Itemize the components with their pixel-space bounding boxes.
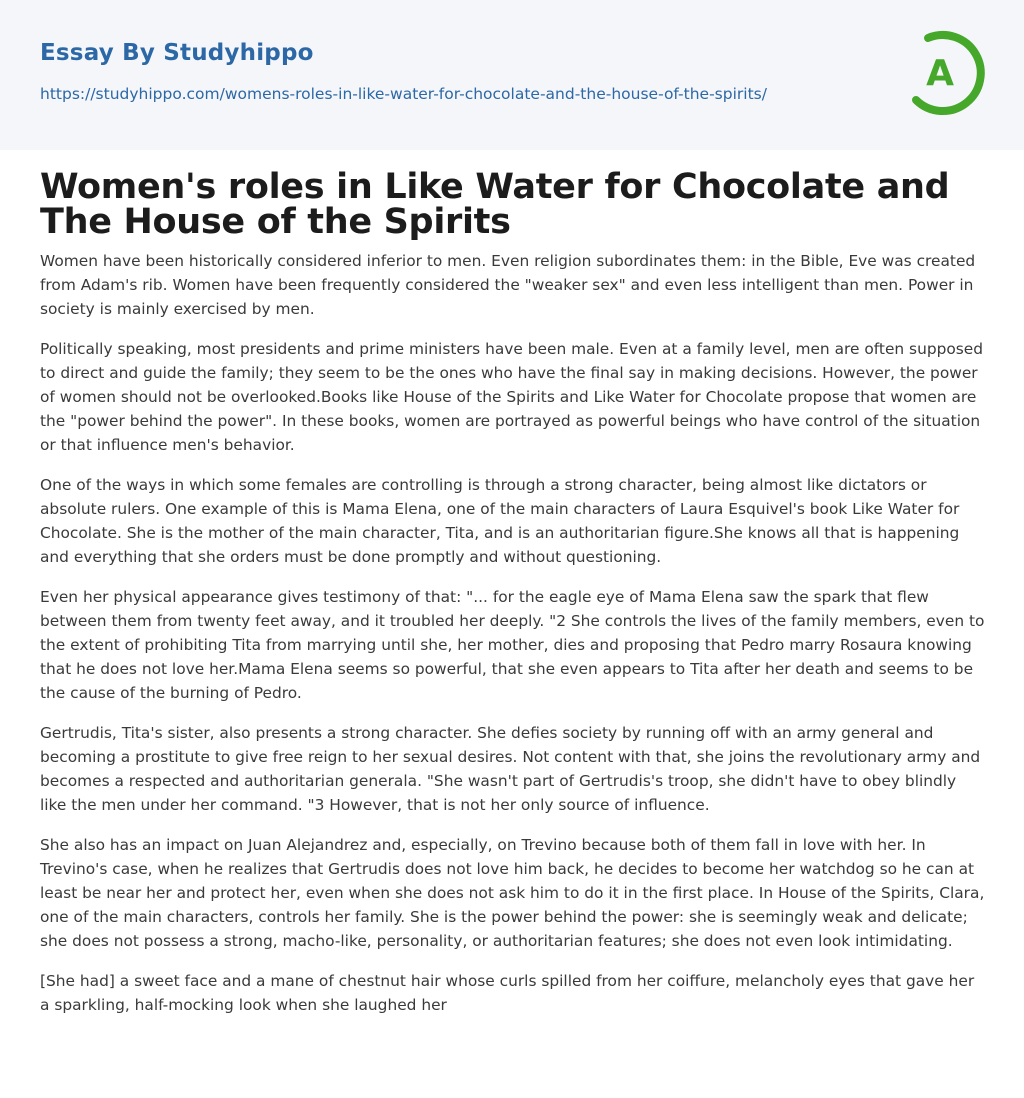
source-url-link[interactable]: https://studyhippo.com/womens-roles-in-like-water-for-chocolate-and-the-house-of-the-spirits/ (40, 85, 767, 103)
logo-letter: A (926, 53, 954, 94)
essay-paragraph: Gertrudis, Tita's sister, also presents a strong character. She defies society by running off with an army general and becoming a prostitute to give free reign to her sexual desires. Not content with that, she joins the revolutionary army and becomes a respected and authoritarian generala. "She wasn't part of Gertrudis's troop, she didn't have to obey blindly like the men under her command. "3 However, that is not her only source of influence. (40, 724, 981, 814)
studyhippo-logo-icon[interactable] (902, 28, 990, 116)
site-header (0, 0, 1024, 150)
essay-paragraph: She also has an impact on Juan Alejandrez and, especially, on Trevino because both of them fall in love with her. In Trevino's case, when he realizes that Gertrudis does not love him back, he decides to become her watchdog so he can at least be near her and protect her, even when she does not ask him to do it in the first place. In House of the Spirits, Clara, one of the main characters, controls her family. She is the power behind the power: she is seemingly weak and delicate; she does not possess a strong, macho-like, personality, or authoritarian features; she does not even look intimidating. (40, 836, 985, 950)
essay-paragraph: [She had] a sweet face and a mane of chestnut hair whose curls spilled from her coiffure, melancholy eyes that gave her a sparkling, half-mocking look when she laughed her (40, 972, 975, 1014)
site-brand[interactable]: Essay By Studyhippo (40, 40, 314, 66)
essay-title: Women's roles in Like Water for Chocolate and The House of the Spirits (40, 167, 950, 242)
essay-paragraph: Women have been historically considered inferior to men. Even religion subordinates them: in the Bible, Eve was created from Adam's rib. Women have been frequently considered the "weaker sex" and even less intelligent than men. Power in society is mainly exercised by men. (40, 252, 976, 318)
essay-paragraph: Even her physical appearance gives testimony of that: "... for the eagle eye of Mama Elena saw the spark that flew between them from twenty feet away, and it troubled her deeply. "2 She controls the lives of the family members, even to the extent of prohibiting Tita from marrying until she, her mother, dies and proposing that Pedro marry Rosaura knowing that he does not love her.Mama Elena seems so powerful, that she even appears to Tita after her death and seems to be the cause of the burning of Pedro. (40, 588, 985, 702)
essay-body (40, 249, 986, 1033)
essay-paragraph: Politically speaking, most presidents and prime ministers have been male. Even at a family level, men are often supposed to direct and guide the family; they seem to be the ones who have the final say in making decisions. However, the power of women should not be overlooked.Books like House of the Spirits and Like Water for Chocolate propose that women are the "power behind the power". In these books, women are portrayed as powerful beings who have control of the situation or that influence men's behavior. (40, 340, 984, 454)
essay-paragraph: One of the ways in which some females are controlling is through a strong character, being almost like dictators or absolute rulers. One example of this is Mama Elena, one of the main characters of Laura Esquivel's book Like Water for Chocolate. She is the mother of the main character, Tita, and is an authoritarian figure.She knows all that is happening and everything that she orders must be done promptly and without questioning. (40, 476, 960, 566)
